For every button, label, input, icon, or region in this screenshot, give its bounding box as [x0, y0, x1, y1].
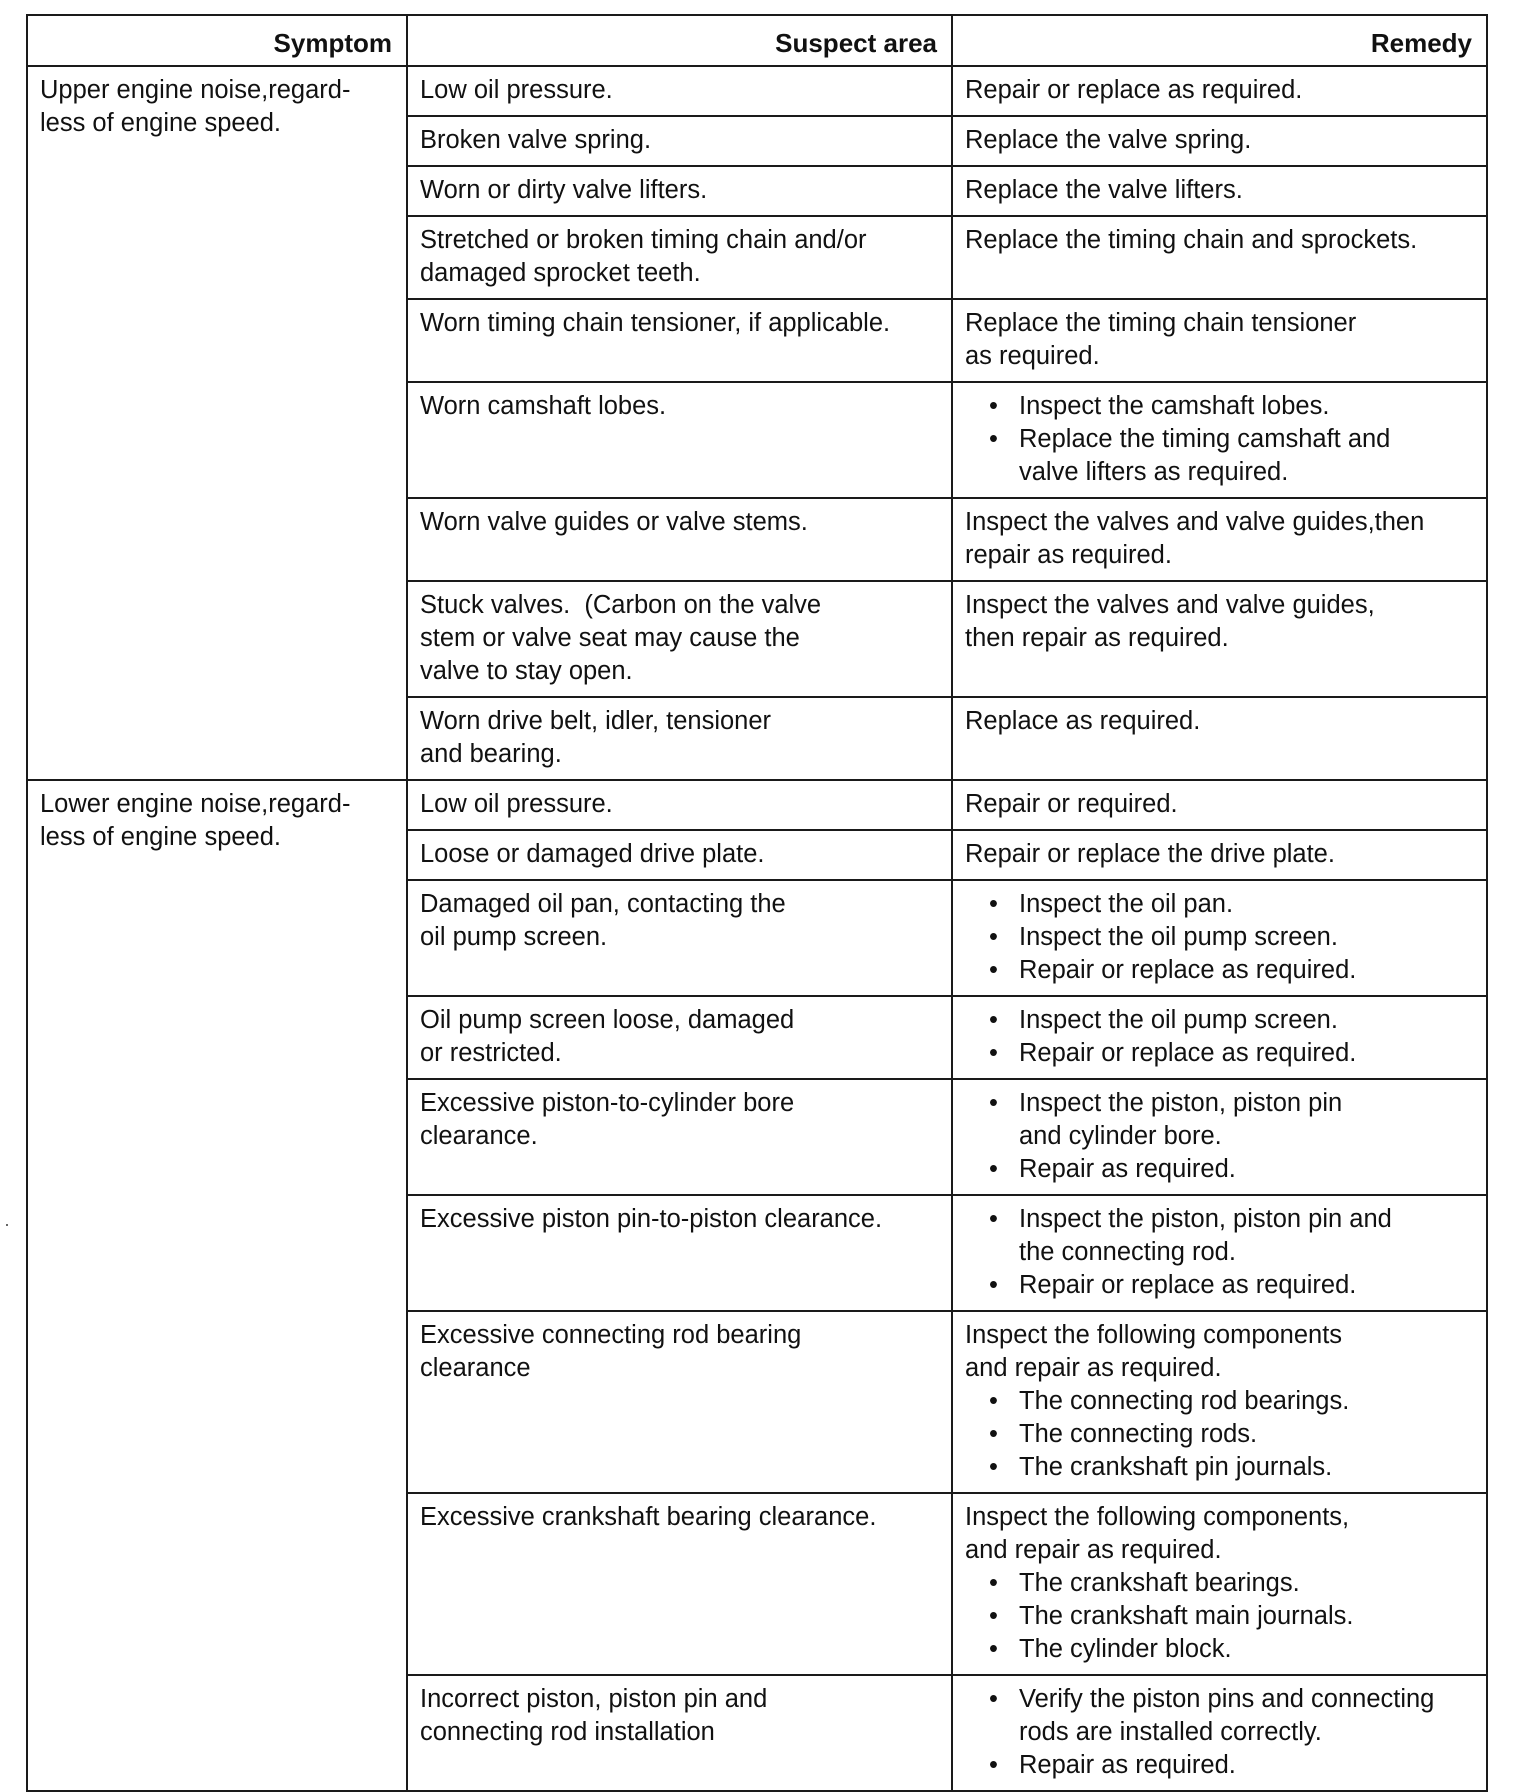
remedy-bullet-text-line: • Inspect the oil pan. [1019, 890, 1234, 918]
suspect-area-text-line: or restricted. [420, 1039, 562, 1067]
remedy-bullet-text-line: • Repair as required. [1019, 1751, 1236, 1779]
remedy-bullet-text-line: • Inspect the piston, piston pin [1019, 1089, 1343, 1117]
header-suspect-area: Suspect area [407, 15, 952, 66]
remedy-bullet-list [965, 888, 1474, 987]
remedy-bullet-item [989, 1418, 1474, 1451]
remedy-bullet-item [989, 1385, 1474, 1418]
remedy-bullet-text-line: the connecting rod. [1019, 1238, 1236, 1266]
suspect-area-cell [407, 830, 952, 880]
remedy-text-line: Repair or replace as required. [965, 76, 1303, 104]
remedy-cell [952, 1079, 1487, 1195]
remedy-cell [952, 116, 1487, 166]
remedy-bullet-item [989, 1037, 1474, 1070]
remedy-cell [952, 830, 1487, 880]
remedy-bullet-item [989, 888, 1474, 921]
remedy-text-line: Replace the timing chain tensioner [965, 309, 1357, 337]
suspect-area-text-line: Excessive piston-to-cylinder bore [420, 1089, 795, 1117]
suspect-area-text-line: Worn camshaft lobes. [420, 392, 667, 420]
suspect-area-text-line: connecting rod installation [420, 1718, 715, 1746]
suspect-area-text-line: Excessive connecting rod bearing [420, 1321, 802, 1349]
remedy-bullet-text-line: • Inspect the oil pump screen. [1019, 1006, 1338, 1034]
remedy-cell [952, 299, 1487, 382]
suspect-area-cell [407, 116, 952, 166]
remedy-bullet-item [989, 1087, 1474, 1153]
suspect-area-cell [407, 66, 952, 116]
diagnosis-table-container [26, 14, 1486, 1792]
suspect-area-text-line: Oil pump screen loose, damaged [420, 1006, 795, 1034]
remedy-bullet-item [989, 1749, 1474, 1782]
remedy-cell [952, 66, 1487, 116]
symptom-text-line: less of engine speed. [40, 109, 282, 137]
suspect-area-cell [407, 1079, 952, 1195]
remedy-bullet-list [965, 1385, 1474, 1484]
remedy-text-line: as required. [965, 342, 1100, 370]
remedy-bullet-list [965, 1203, 1474, 1302]
remedy-bullet-text-line: • Repair or replace as required. [1019, 1271, 1357, 1299]
remedy-bullet-item [989, 1633, 1474, 1666]
remedy-cell [952, 996, 1487, 1079]
remedy-bullet-text-line: • The crankshaft main journals. [1019, 1602, 1354, 1630]
remedy-bullet-text-line: • Replace the timing camshaft and [1019, 425, 1391, 453]
remedy-bullet-text-line: • Repair or replace as required. [1019, 1039, 1357, 1067]
remedy-cell [952, 166, 1487, 216]
remedy-bullet-text-line: • The crankshaft pin journals. [1019, 1453, 1333, 1481]
remedy-text-line: Inspect the following components, [965, 1503, 1350, 1531]
table-body [27, 66, 1487, 1791]
remedy-bullet-item [989, 1153, 1474, 1186]
remedy-bullet-list [965, 1004, 1474, 1070]
suspect-area-text-line: Worn or dirty valve lifters. [420, 176, 708, 204]
remedy-cell [952, 1195, 1487, 1311]
engine-noise-diagnosis-table [26, 14, 1488, 1792]
suspect-area-cell [407, 299, 952, 382]
header-row [27, 15, 1487, 66]
remedy-bullet-item [989, 921, 1474, 954]
remedy-bullet-item [989, 1567, 1474, 1600]
remedy-cell [952, 697, 1487, 780]
remedy-bullet-text-line: • Repair or replace as required. [1019, 956, 1357, 984]
suspect-area-text-line: Low oil pressure. [420, 76, 613, 104]
remedy-bullet-text-line: • The cylinder block. [1019, 1635, 1232, 1663]
remedy-bullet-text-line: rods are installed correctly. [1019, 1718, 1322, 1746]
remedy-text-line: Inspect the valves and valve guides,then [965, 508, 1425, 536]
remedy-cell [952, 382, 1487, 498]
remedy-bullet-text-line: • Inspect the oil pump screen. [1019, 923, 1338, 951]
symptom-text-line: Lower engine noise,regard- [40, 790, 351, 818]
suspect-area-cell [407, 1195, 952, 1311]
remedy-bullet-text-line: and cylinder bore. [1019, 1122, 1222, 1150]
suspect-area-cell [407, 697, 952, 780]
suspect-area-text-line: Broken valve spring. [420, 126, 652, 154]
header-symptom: Symptom [27, 15, 407, 66]
suspect-area-text-line: Loose or damaged drive plate. [420, 840, 765, 868]
suspect-area-text-line: Stuck valves. (Carbon on the valve [420, 591, 822, 619]
table-row [27, 66, 1487, 116]
remedy-bullet-list [965, 1087, 1474, 1186]
remedy-bullet-text-line: • Inspect the piston, piston pin and [1019, 1205, 1392, 1233]
remedy-cell [952, 1675, 1487, 1791]
remedy-cell [952, 780, 1487, 830]
remedy-cell [952, 1311, 1487, 1493]
remedy-text-line: Replace the valve lifters. [965, 176, 1243, 204]
scan-speck [6, 1224, 8, 1226]
remedy-cell [952, 1493, 1487, 1675]
suspect-area-text-line: Excessive crankshaft bearing clearance. [420, 1503, 877, 1531]
remedy-bullet-text-line: • Repair as required. [1019, 1155, 1236, 1183]
remedy-bullet-text-line: • The connecting rod bearings. [1019, 1387, 1350, 1415]
suspect-area-text-line: stem or valve seat may cause the [420, 624, 800, 652]
remedy-text-line: Inspect the following components [965, 1321, 1343, 1349]
header-remedy: Remedy [952, 15, 1487, 66]
remedy-bullet-item [989, 1203, 1474, 1269]
suspect-area-cell [407, 780, 952, 830]
remedy-text-line: Replace as required. [965, 707, 1201, 735]
remedy-bullet-item [989, 1004, 1474, 1037]
suspect-area-cell [407, 382, 952, 498]
remedy-bullet-list [965, 1567, 1474, 1666]
suspect-area-text-line: valve to stay open. [420, 657, 633, 685]
remedy-bullet-item [989, 1683, 1474, 1749]
suspect-area-cell [407, 216, 952, 299]
remedy-bullet-text-line: • Verify the piston pins and connecting [1019, 1685, 1435, 1713]
remedy-cell [952, 216, 1487, 299]
remedy-text-line: Repair or required. [965, 790, 1178, 818]
suspect-area-text-line: damaged sprocket teeth. [420, 259, 701, 287]
suspect-area-text-line: clearance [420, 1354, 531, 1382]
remedy-bullet-text-line: • The crankshaft bearings. [1019, 1569, 1300, 1597]
remedy-cell [952, 880, 1487, 996]
symptom-text-line: Upper engine noise,regard- [40, 76, 351, 104]
remedy-bullet-text-line: valve lifters as required. [1019, 458, 1289, 486]
remedy-text-line: Replace the timing chain and sprockets. [965, 226, 1418, 254]
remedy-bullet-item [989, 423, 1474, 489]
suspect-area-text-line: and bearing. [420, 740, 562, 768]
remedy-bullet-item [989, 1269, 1474, 1302]
remedy-text-line: and repair as required. [965, 1354, 1222, 1382]
remedy-bullet-text-line: • Inspect the camshaft lobes. [1019, 392, 1330, 420]
suspect-area-text-line: Low oil pressure. [420, 790, 613, 818]
suspect-area-cell [407, 1493, 952, 1675]
suspect-area-text-line: Worn drive belt, idler, tensioner [420, 707, 772, 735]
suspect-area-text-line: Worn timing chain tensioner, if applicable. [420, 309, 891, 337]
suspect-area-cell [407, 1311, 952, 1493]
symptom-cell [27, 780, 407, 1791]
suspect-area-cell [407, 880, 952, 996]
suspect-area-text-line: clearance. [420, 1122, 538, 1150]
suspect-area-text-line: Incorrect piston, piston pin and [420, 1685, 768, 1713]
suspect-area-text-line: Excessive piston pin-to-piston clearance. [420, 1205, 883, 1233]
symptom-cell [27, 66, 407, 780]
remedy-bullet-item [989, 1451, 1474, 1484]
remedy-text-line: repair as required. [965, 541, 1172, 569]
suspect-area-cell [407, 581, 952, 697]
suspect-area-text-line: Stretched or broken timing chain and/or [420, 226, 867, 254]
suspect-area-cell [407, 166, 952, 216]
remedy-text-line: then repair as required. [965, 624, 1229, 652]
remedy-bullet-list [965, 390, 1474, 489]
suspect-area-text-line: Damaged oil pan, contacting the [420, 890, 786, 918]
remedy-text-line: and repair as required. [965, 1536, 1222, 1564]
table-row [27, 780, 1487, 830]
remedy-bullet-list [965, 1683, 1474, 1782]
remedy-cell [952, 581, 1487, 697]
remedy-bullet-item [989, 390, 1474, 423]
remedy-cell [952, 498, 1487, 581]
remedy-text-line: Replace the valve spring. [965, 126, 1252, 154]
remedy-text-line: Inspect the valves and valve guides, [965, 591, 1375, 619]
symptom-text-line: less of engine speed. [40, 823, 282, 851]
suspect-area-text-line: Worn valve guides or valve stems. [420, 508, 808, 536]
remedy-text-line: Repair or replace the drive plate. [965, 840, 1335, 868]
suspect-area-text-line: oil pump screen. [420, 923, 608, 951]
suspect-area-cell [407, 498, 952, 581]
remedy-bullet-item [989, 1600, 1474, 1633]
remedy-bullet-text-line: • The connecting rods. [1019, 1420, 1258, 1448]
suspect-area-cell [407, 996, 952, 1079]
remedy-bullet-item [989, 954, 1474, 987]
suspect-area-cell [407, 1675, 952, 1791]
